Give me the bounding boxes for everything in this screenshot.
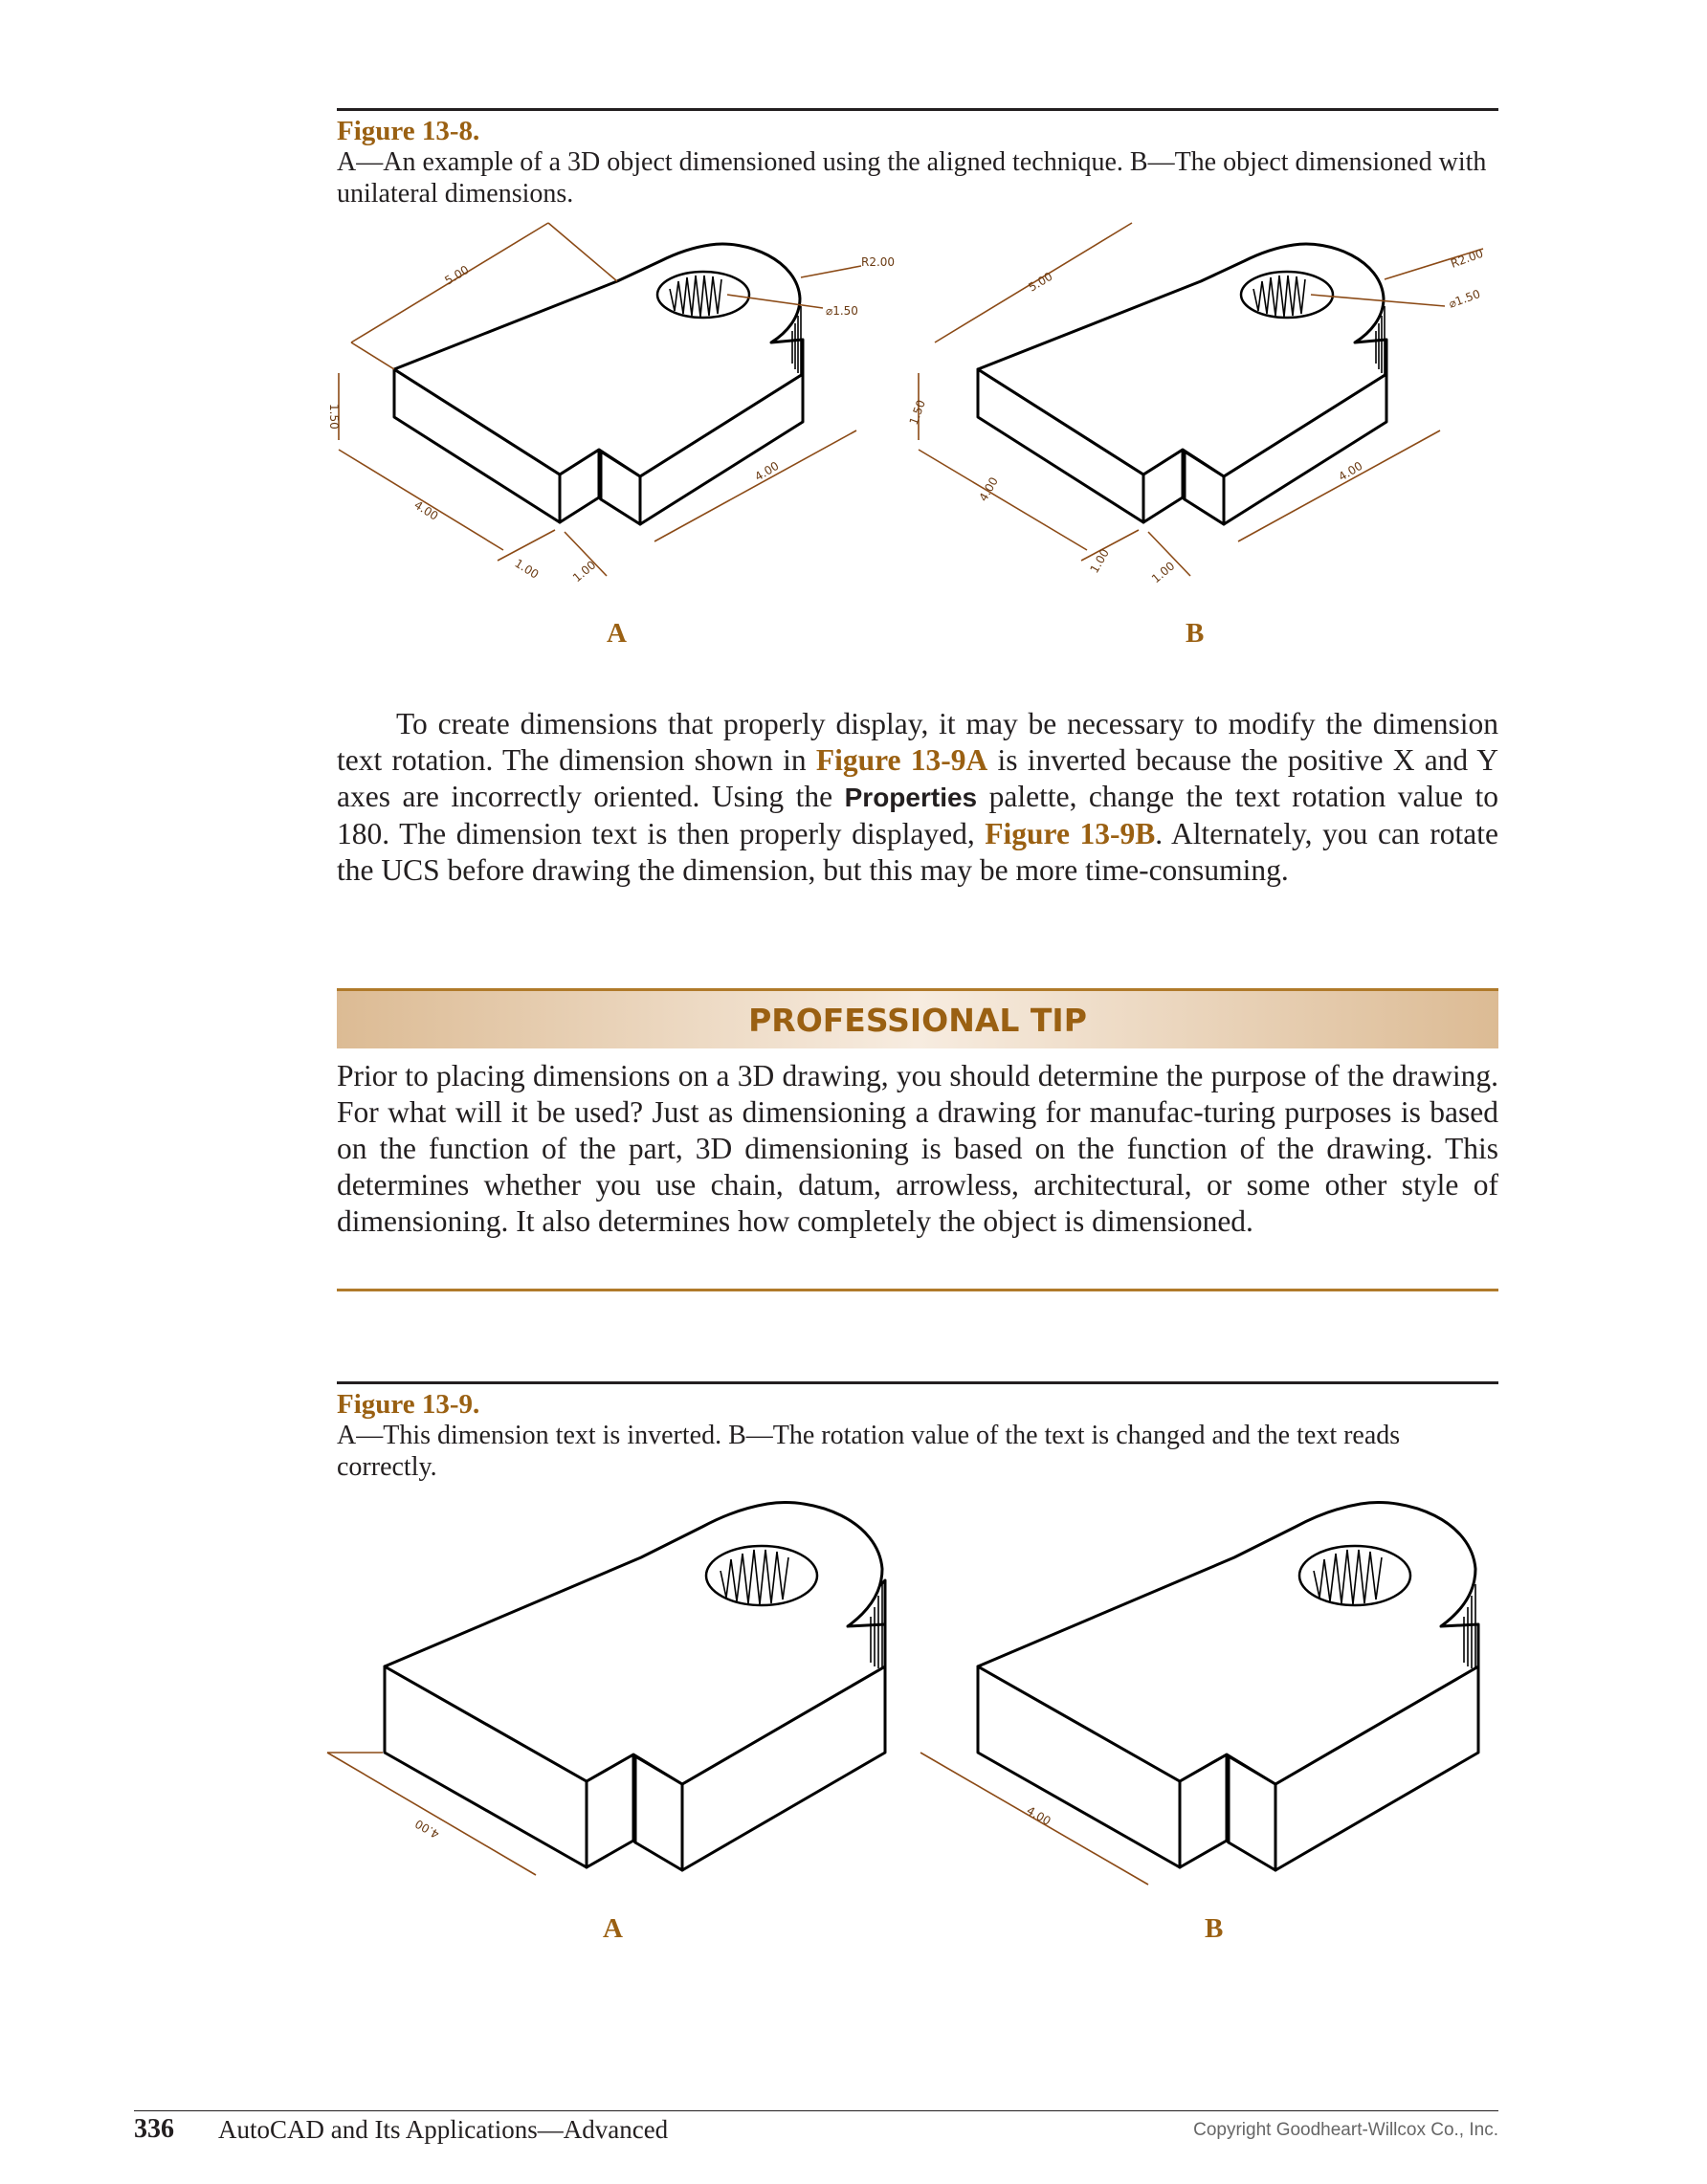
figure-13-9a-reference[interactable]: Figure 13-9A: [815, 743, 988, 777]
footer-rule: [134, 2110, 1498, 2111]
figure-13-9-drawing-b: [919, 1502, 1502, 1904]
svg-text:1.50: 1.50: [906, 398, 928, 428]
professional-tip-text: Prior to placing dimensions on a 3D drawing, you should determine the purpose of the drawing. For what will it be used? Just as dimensioning a drawing for manufac-turing purposes is based on the function of the part, 3D dimensioning is based on the function of the drawing. This determines whether you use chain, datum, arrowless, architectural, or some other style of dimensioning. It also determines how completely the object is dimensioned.: [337, 1059, 1498, 1238]
professional-tip-bottom-rule: [337, 1289, 1498, 1291]
figure-13-9-sublabel-a: A: [603, 1913, 623, 1944]
properties-palette-name: Properties: [844, 783, 978, 812]
book-title: AutoCAD and Its Applications—Advanced: [218, 2115, 669, 2144]
svg-text:5.00: 5.00: [1026, 269, 1055, 295]
figure-13-9b-reference[interactable]: Figure 13-9B: [985, 817, 1156, 850]
body-paragraph: To create dimensions that properly display, it may be necessary to modify the dimension text rotation. The dimension shown in Figure 13-9A is inverted because the positive X and Y axes are incorrectly oriented. Using the Properties palette, change the text rotation value to 180. The dimension text is then properly displayed, Figure 13-9B. Alternately, you can rotate the UCS before drawing the dimension, but this may be more time-consuming.: [337, 707, 1498, 887]
svg-text:⌀1.50: ⌀1.50: [826, 304, 858, 318]
figure-13-8-drawing-b: [906, 220, 1502, 603]
svg-text:⌀1.50: ⌀1.50: [1447, 287, 1482, 311]
professional-tip-title: PROFESSIONAL TIP: [748, 1002, 1087, 1039]
copyright-notice: Copyright Goodheart-Willcox Co., Inc.: [1193, 2120, 1498, 2140]
figure-13-9-drawing-a: [325, 1502, 899, 1904]
svg-text:4.00: 4.00: [752, 458, 782, 484]
svg-text:R2.00: R2.00: [1449, 246, 1485, 271]
svg-text:1.00: 1.00: [569, 558, 599, 585]
figure-13-8-drawing-a: [325, 220, 896, 603]
figure-13-9-caption: A—This dimension text is inverted. B—The rotation value of the text is changed and the text reads correctly.: [337, 1421, 1401, 1482]
page-number: 336: [134, 2114, 174, 2144]
svg-text:4.00: 4.00: [976, 474, 1001, 504]
figure-13-8-sublabel-a: A: [607, 618, 627, 649]
figure-13-9-sublabel-b: B: [1205, 1913, 1224, 1944]
svg-text:1.00: 1.00: [1087, 546, 1112, 576]
svg-text:4.00: 4.00: [411, 497, 441, 523]
figure-13-8-label: Figure 13-8.: [337, 116, 480, 146]
svg-text:R2.00: R2.00: [861, 255, 896, 269]
svg-text:4.00: 4.00: [1024, 1803, 1053, 1828]
svg-text:4.00: 4.00: [412, 1817, 442, 1842]
figure-13-9-top-rule: [337, 1381, 1498, 1384]
figure-13-9-label: Figure 13-9.: [337, 1389, 480, 1420]
svg-text:1.00: 1.00: [512, 556, 542, 582]
figure-13-8-sublabel-b: B: [1186, 618, 1205, 649]
figure-13-8-caption: A—An example of a 3D object dimensioned using the aligned technique. B—The object dimensioned with unilateral dimensions.: [337, 147, 1487, 209]
svg-text:4.00: 4.00: [1336, 458, 1365, 484]
svg-text:1.00: 1.00: [1148, 559, 1178, 586]
svg-text:5.00: 5.00: [442, 262, 472, 288]
svg-text:1.50: 1.50: [327, 404, 341, 430]
professional-tip-bar: [337, 988, 1498, 1048]
figure-13-8-top-rule: [337, 108, 1498, 111]
